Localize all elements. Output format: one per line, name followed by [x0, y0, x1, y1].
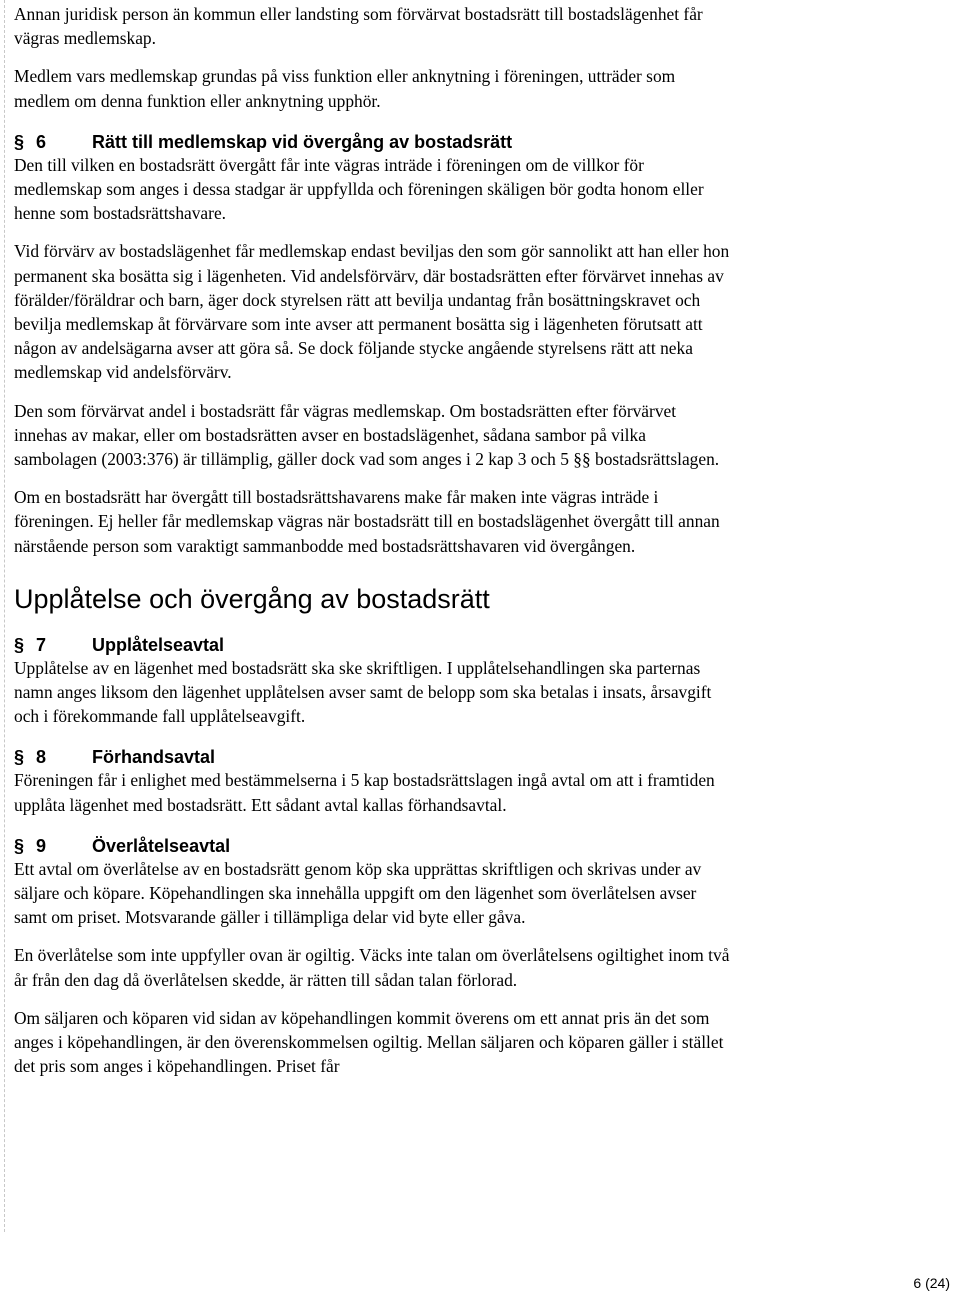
paragraph: Medlem vars medlemskap grundas på viss funktion eller anknytning i föreningen, utträder som medlem om denna funktion eller anknytning upphör.: [14, 66, 676, 111]
section-number: 7: [36, 634, 47, 655]
section-7-heading: [14, 634, 730, 656]
section-8-heading: [14, 746, 730, 768]
section-number: 6: [36, 131, 47, 152]
page-number: 6 (24): [913, 1275, 950, 1291]
paragraph: Den som förvärvat andel i bostadsrätt får vägras medlemskap. Om bostadsrätten efter förvärvet innehas av makar, eller om bostadsrätten avser en bostadslägenhet, sådana sambor på vilka sambolagen (2003:376) är tillämplig, gäller dock vad som anges i 2 kap 3 och 5 §§ bostadsrättslagen.: [14, 400, 720, 470]
paragraph: Om en bostadsrätt har övergått till bostadsrättshavarens make får maken inte vägras inträde i föreningen. Ej heller får medlemskap vägras när bostadsrätt till en bostadslägenhet övergått till annan närstående person som varaktigt sammanbodde med bostadsrättshavaren vid övergången.: [14, 487, 720, 556]
chapter-title: Upplåtelse och övergång av bostadsrätt: [14, 583, 490, 614]
section-symbol: §: [14, 747, 25, 768]
paragraph: Den till vilken en bostadsrätt övergått får inte vägras inträde i föreningen om de villkor för medlemskap som anges i dessa stadgar är uppfyllda och föreningen skäligen bör godta honom eller henne som bostadsrättshavare.: [14, 154, 704, 224]
section-6-heading: [14, 131, 730, 153]
section-title: Upplåtelseavtal: [92, 634, 225, 655]
section-symbol: §: [14, 634, 25, 655]
section-title: Förhandsavtal: [92, 747, 216, 768]
paragraph: Upplåtelse av en lägenhet med bostadsrätt ska ske skriftligen. I upplåtelsehandlingen ska parternas namn anges liksom den lägenhet upplåtelsen avser samt de belopp som ska betalas i insats, årsavgift och i förekommande fall upplåtelseavgift.: [14, 657, 712, 727]
section-symbol: §: [14, 131, 25, 152]
paragraph: Vid förvärv av bostadslägenhet får medlemskap endast beviljas den som gör sannolikt att han eller hon permanent ska bosätta sig i lägenheten. Vid andelsförvärv, där bostadsrätten efter förvärvet innehas av förälder/föräldrar och barn, äger dock styrelsen rätt att bevilja undantag från bosättningskravet och bevilja medlemskap åt förvärvare som inte avser att permanent bosätta sig i lägenheten förutsatt att någon av andelsägarna avser att göra så. Se dock följande stycke angående styrelsens rätt att neka medlemskap vid andelsförvärv.: [14, 241, 730, 383]
section-number: 8: [36, 747, 47, 768]
document-body: [14, 2, 730, 1093]
section-9-heading: [14, 835, 730, 857]
section-number: 9: [36, 835, 47, 856]
section-title: Överlåtelseavtal: [92, 835, 231, 856]
paragraph: En överlåtelse som inte uppfyller ovan är ogiltig. Väcks inte talan om överlåtelsens ogiltighet inom två år från den dag då överlåtelsen skedde, är rätten till sådan talan förlorad.: [14, 945, 730, 990]
paragraph: Föreningen får i enlighet med bestämmelserna i 5 kap bostadsrättslagen ingå avtal om att i framtiden upplåta lägenhet med bostadsrätt. Ett sådant avtal kallas förhandsavtal.: [14, 770, 715, 815]
margin-rule: [4, 0, 5, 1232]
section-title: Rätt till medlemskap vid övergång av bostadsrätt: [92, 131, 513, 152]
paragraph: Ett avtal om överlåtelse av en bostadsrätt genom köp ska upprättas skriftligen och skrivas under av säljare och köpare. Köpehandlingen ska innehålla uppgift om den lägenhet som överlåtelsen avser samt om priset. Motsvarande gäller i tillämpliga delar vid byte eller gåva.: [14, 858, 702, 928]
section-symbol: §: [14, 835, 25, 856]
paragraph: Om säljaren och köparen vid sidan av köpehandlingen kommit överens om ett annat pris än det som anges i köpehandlingen, är den överenskommelsen ogiltig. Mellan säljaren och köparen gäller i stället det pris som anges i köpehandlingen. Priset får: [14, 1007, 724, 1077]
paragraph: Annan juridisk person än kommun eller landsting som förvärvat bostadsrätt till bostadslägenhet får vägras medlemskap.: [14, 4, 703, 49]
